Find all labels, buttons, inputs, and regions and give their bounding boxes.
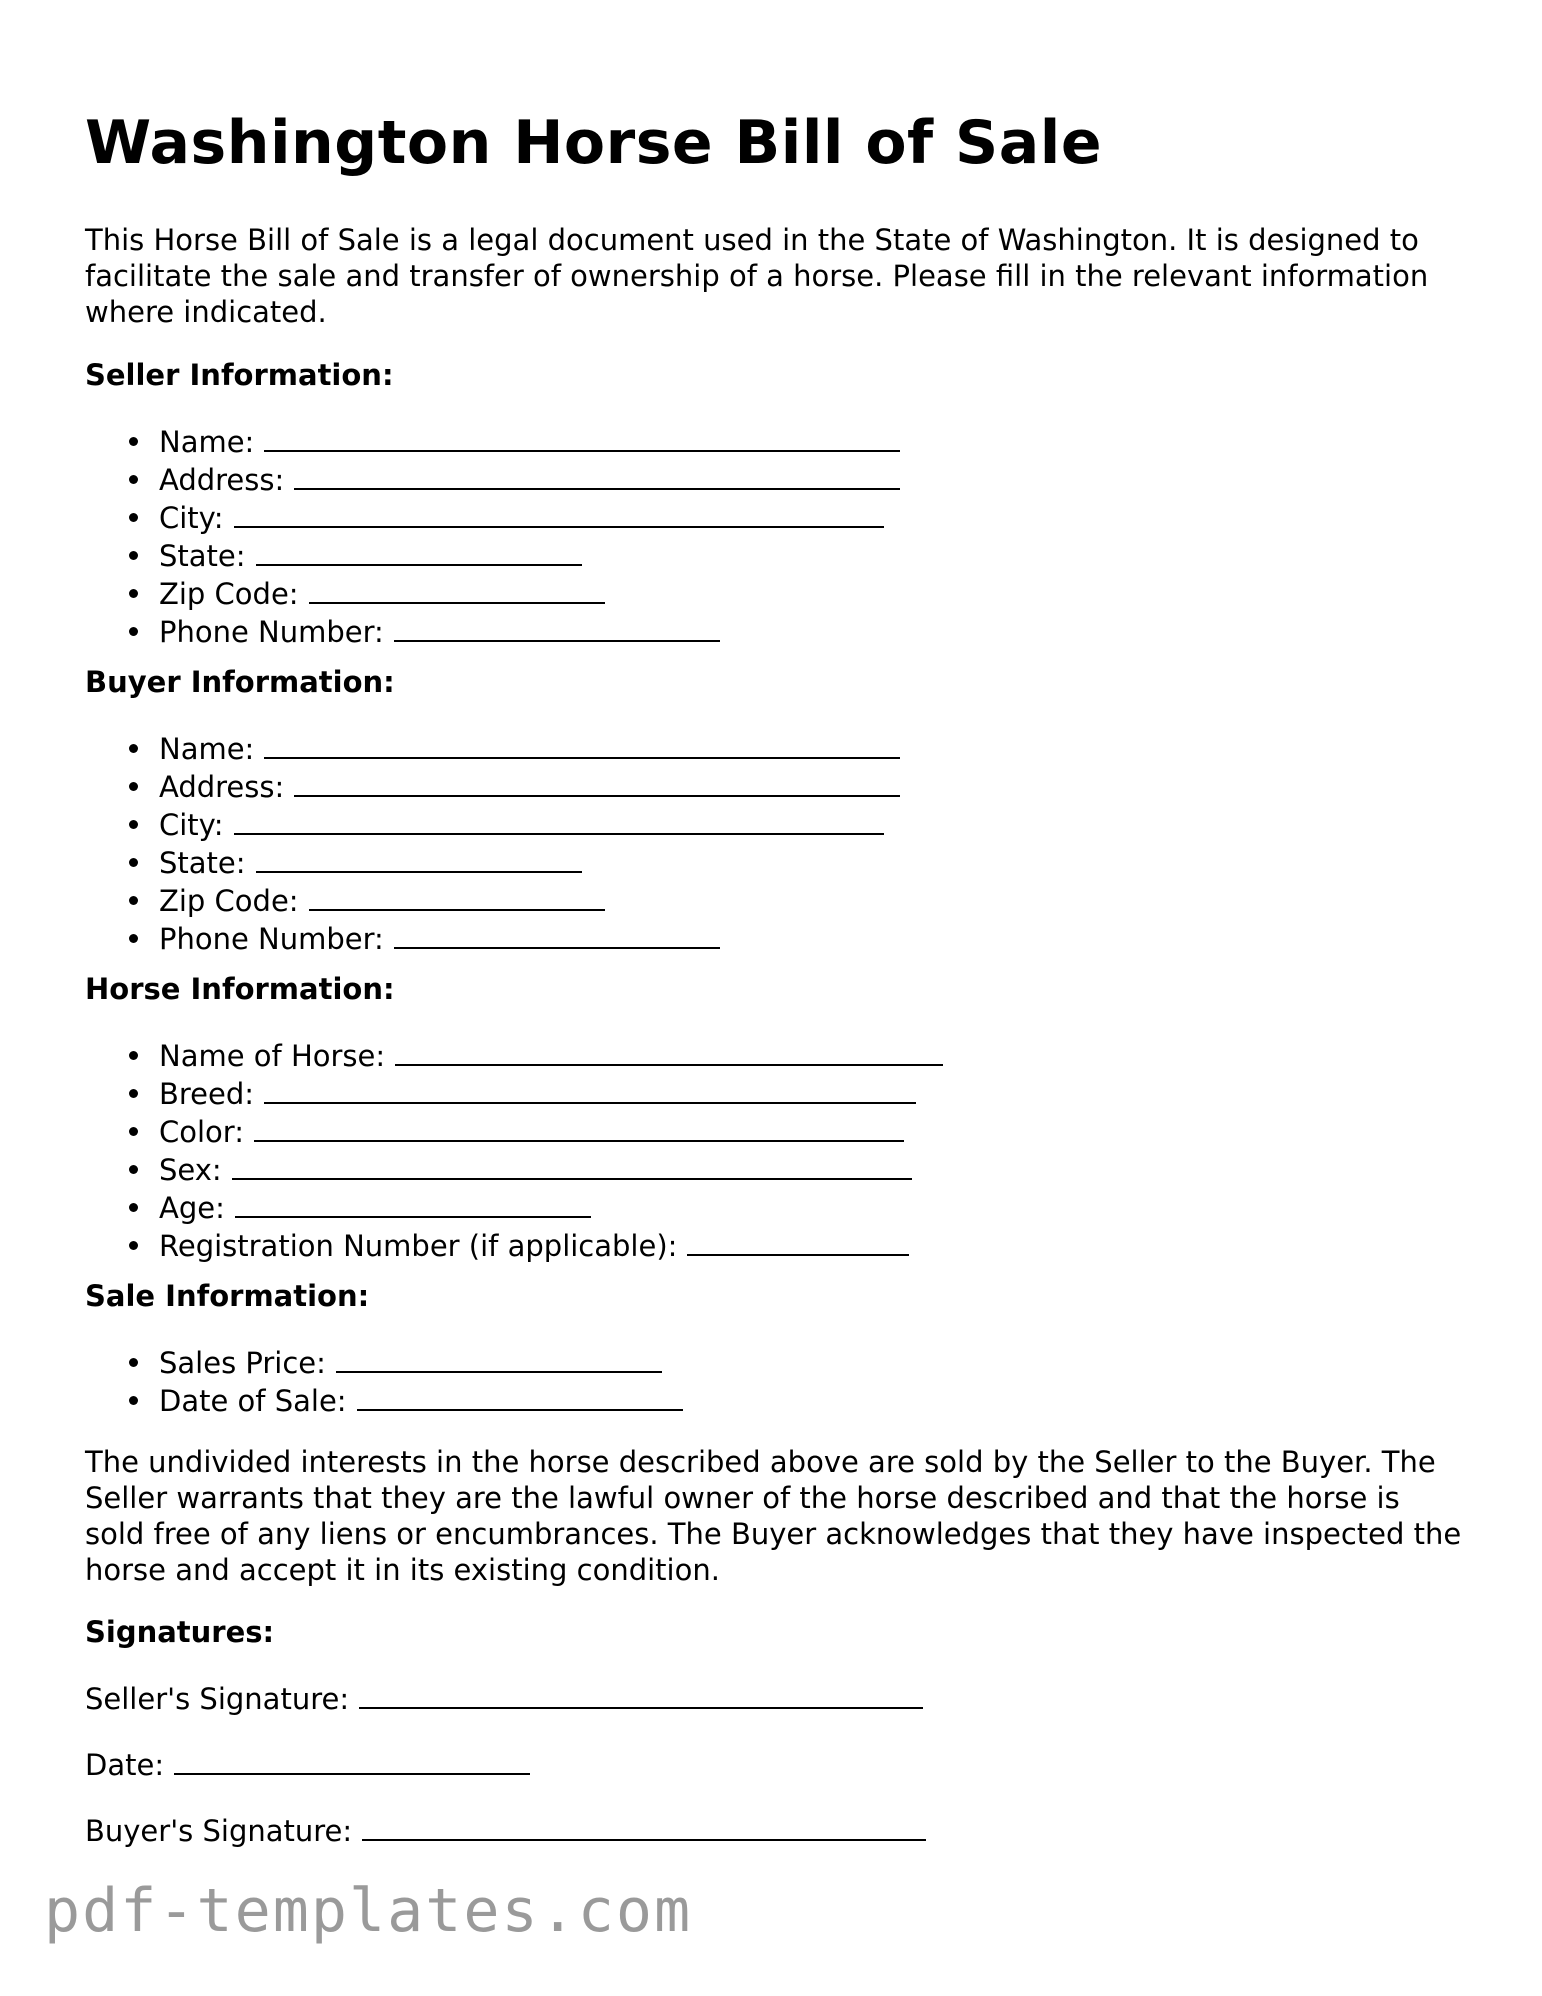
field-label: Age: [159, 1191, 225, 1225]
buyer-name-blank[interactable] [264, 729, 900, 759]
seller-phone-blank[interactable] [394, 612, 720, 642]
watermark-text: pdf-templates.com [44, 1876, 693, 1946]
seller-phone-field [159, 612, 900, 650]
field-label: Name of Horse: [159, 1039, 386, 1073]
buyer-state-field [159, 843, 900, 881]
date-of-sale-blank[interactable] [357, 1381, 683, 1411]
horse-color-blank[interactable] [254, 1112, 904, 1142]
signature-date-row [85, 1745, 530, 1782]
field-label: City: [159, 501, 224, 535]
buyer-signature-blank[interactable] [362, 1811, 926, 1841]
buyer-city-blank[interactable] [234, 805, 884, 835]
horse-breed-blank[interactable] [264, 1074, 916, 1104]
field-label: Zip Code: [159, 577, 299, 611]
date-of-sale-field [159, 1381, 683, 1419]
seller-fields [85, 422, 900, 650]
buyer-zip-blank[interactable] [309, 881, 605, 911]
seller-city-blank[interactable] [234, 498, 884, 528]
field-label: Name: [159, 732, 255, 766]
seller-signature-row [85, 1679, 923, 1716]
horse-heading: Horse Information: [85, 972, 395, 1006]
seller-state-blank[interactable] [256, 536, 582, 566]
seller-city-field [159, 498, 900, 536]
buyer-state-blank[interactable] [256, 843, 582, 873]
seller-zip-blank[interactable] [309, 574, 605, 604]
horse-name-blank[interactable] [395, 1036, 943, 1066]
field-label: Address: [159, 770, 285, 804]
horse-breed-field [159, 1074, 943, 1112]
field-label: Sales Price: [159, 1346, 326, 1380]
seller-heading: Seller Information: [85, 358, 394, 392]
intro-paragraph: This Horse Bill of Sale is a legal document used in the State of Washington. It is designed to facilitate the sale and transfer of ownership of a horse. Please fill in the relevant information where indicated. [85, 223, 1429, 329]
horse-name-field [159, 1036, 943, 1074]
seller-signature-blank[interactable] [359, 1679, 923, 1709]
horse-fields [85, 1036, 943, 1264]
terms-paragraph: The undivided interests in the horse described above are sold by the Seller to the Buyer. The Seller warrants that they are the lawful owner of the horse described and that the horse is sold free of any liens or encumbrances. The Buyer acknowledges that they have inspected the horse and accept it in its existing condition. [85, 1445, 1462, 1587]
field-label: State: [159, 846, 246, 880]
signature-date-blank[interactable] [174, 1745, 530, 1775]
buyer-city-field [159, 805, 900, 843]
buyer-zip-field [159, 881, 900, 919]
horse-color-field [159, 1112, 943, 1150]
signatures-heading: Signatures: [85, 1615, 275, 1649]
sales-price-blank[interactable] [336, 1343, 662, 1373]
field-label: City: [159, 808, 224, 842]
horse-sex-blank[interactable] [232, 1150, 912, 1180]
field-label: Sex: [159, 1153, 222, 1187]
field-label: Zip Code: [159, 884, 299, 918]
seller-state-field [159, 536, 900, 574]
sale-fields [85, 1343, 683, 1419]
buyer-fields [85, 729, 900, 957]
buyer-address-blank[interactable] [294, 767, 900, 797]
horse-age-field [159, 1188, 943, 1226]
buyer-address-field [159, 767, 900, 805]
horse-age-blank[interactable] [235, 1188, 591, 1218]
field-label: Phone Number: [159, 615, 384, 649]
field-label: Phone Number: [159, 922, 384, 956]
horse-registration-field [159, 1226, 943, 1264]
field-label: State: [159, 539, 246, 573]
sales-price-field [159, 1343, 683, 1381]
buyer-heading: Buyer Information: [85, 665, 395, 699]
field-label: Date of Sale: [159, 1384, 347, 1418]
seller-name-blank[interactable] [264, 422, 900, 452]
sale-heading: Sale Information: [85, 1279, 370, 1313]
buyer-phone-field [159, 919, 900, 957]
field-label: Name: [159, 425, 255, 459]
buyer-phone-blank[interactable] [394, 919, 720, 949]
field-label: Address: [159, 463, 285, 497]
signature-date-label: Date: [85, 1748, 165, 1782]
document-title: Washington Horse Bill of Sale [85, 108, 1103, 178]
seller-zip-field [159, 574, 900, 612]
field-label: Color: [159, 1115, 244, 1149]
seller-address-field [159, 460, 900, 498]
horse-registration-blank[interactable] [687, 1226, 909, 1256]
horse-sex-field [159, 1150, 943, 1188]
buyer-name-field [159, 729, 900, 767]
buyer-signature-label: Buyer's Signature: [85, 1814, 353, 1848]
seller-name-field [159, 422, 900, 460]
buyer-signature-row [85, 1811, 926, 1848]
field-label: Breed: [159, 1077, 255, 1111]
seller-signature-label: Seller's Signature: [85, 1682, 350, 1716]
field-label: Registration Number (if applicable): [159, 1229, 678, 1263]
seller-address-blank[interactable] [294, 460, 900, 490]
